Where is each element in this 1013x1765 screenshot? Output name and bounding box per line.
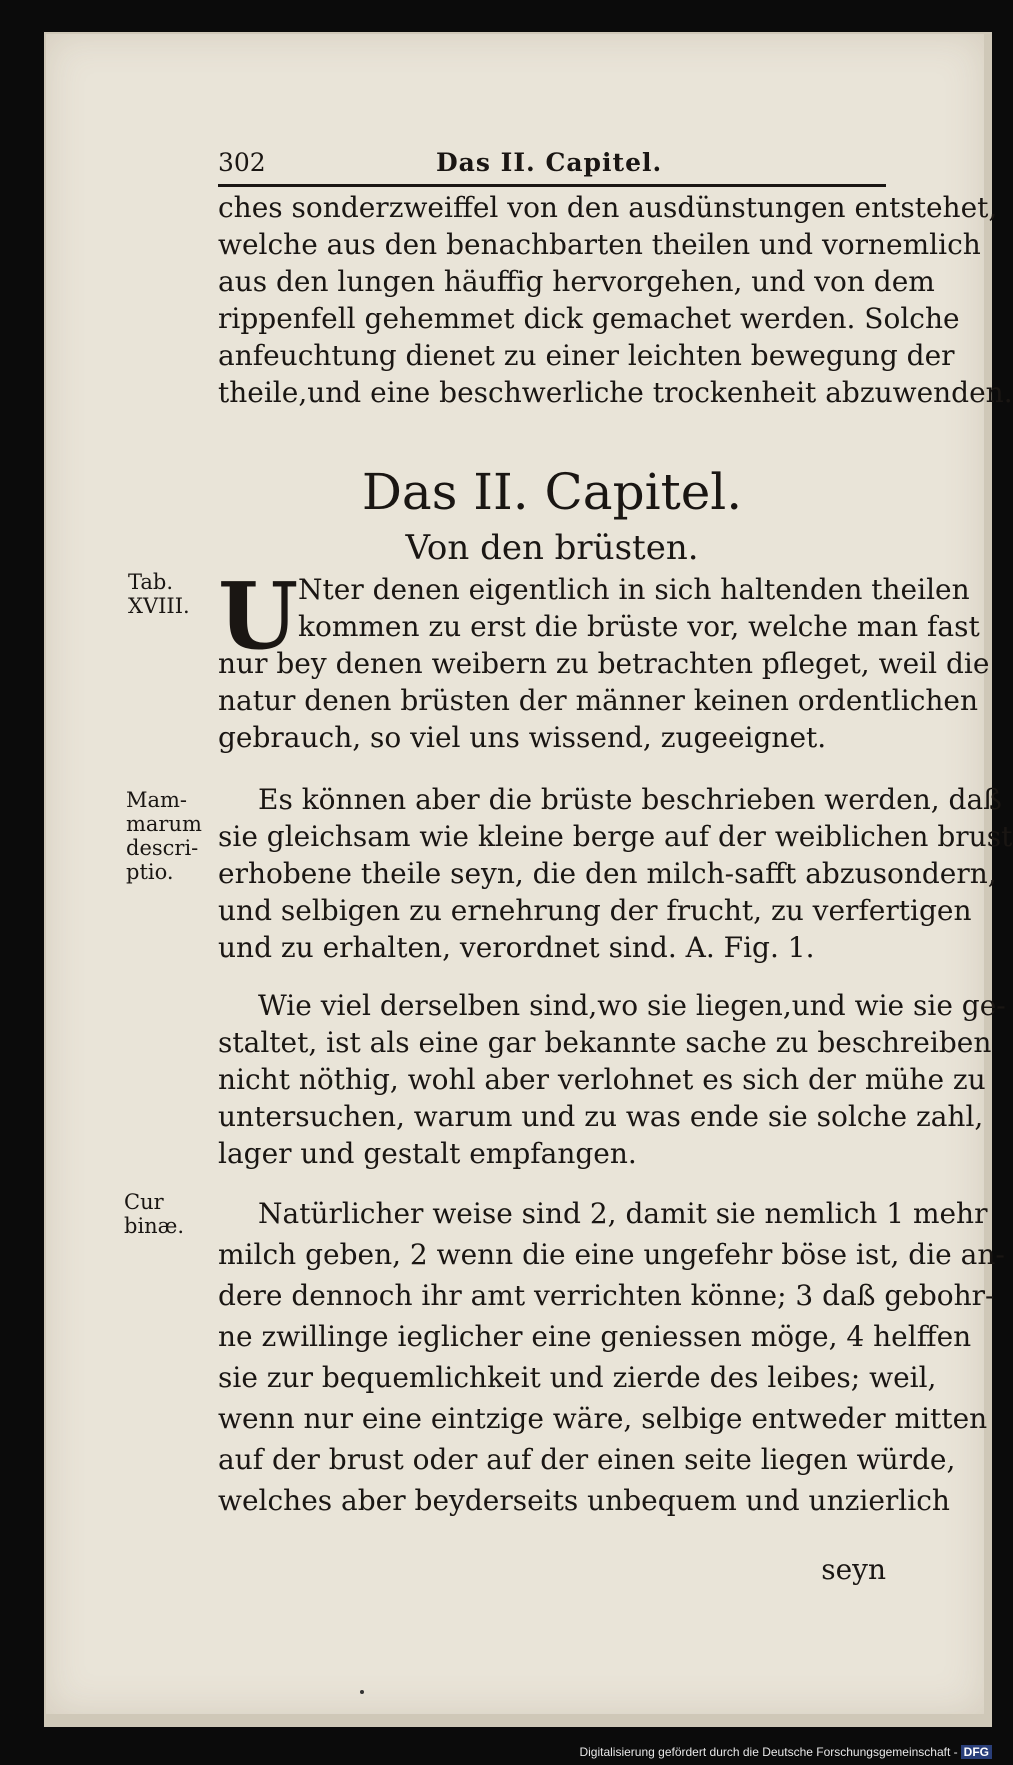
page-number: 302	[218, 148, 266, 177]
chapter-title: Das II. Capitel.	[361, 463, 743, 521]
text-line: nur bey denen weibern zu betrachten pfleget, weil die	[218, 647, 990, 680]
text-line: welches aber beyderseits unbequem und unzierlich	[218, 1484, 950, 1517]
margin-note-tab	[128, 570, 218, 618]
page-speck	[360, 1690, 364, 1694]
margin-note-mammarum	[126, 788, 216, 884]
text-line: Natürlicher weise sind 2, damit sie nemlich 1 mehr	[258, 1197, 988, 1230]
running-title: Das II. Capitel.	[436, 148, 663, 177]
text-line: anfeuchtung dienet zu einer leichten bewegung der	[218, 339, 955, 372]
text-line: ches sonderzweiffel von den ausdünstungen entstehet,	[218, 191, 998, 224]
text-line: erhobene theile seyn, die den milch-safft abzusondern,	[218, 857, 997, 890]
text-line: rippenfell gehemmet dick gemachet werden. Solche	[218, 302, 960, 335]
text-line: dere dennoch ihr amt verrichten könne; 3 daß gebohr-	[218, 1279, 995, 1312]
margin-note-line: binæ.	[124, 1214, 185, 1238]
text-line: staltet, ist als eine gar bekannte sache zu beschreiben	[218, 1026, 992, 1059]
margin-note-line: Mam-	[126, 788, 188, 812]
text-line: ne zwillinge ieglicher eine geniessen möge, 4 helffen	[218, 1320, 972, 1353]
margin-note-line: marum	[126, 812, 202, 836]
text-line: und zu erhalten, verordnet sind. A. Fig. 1.	[218, 931, 815, 964]
text-line: untersuchen, warum und zu was ende sie solche zahl,	[218, 1100, 984, 1133]
text-line: nicht nöthig, wohl aber verlohnet es sich der mühe zu	[218, 1063, 986, 1096]
margin-note-line: descri-	[126, 836, 199, 860]
text-line: kommen zu erst die brüste vor, welche man fast	[298, 610, 980, 643]
text-line: Nter denen eigentlich in sich haltenden theilen	[298, 573, 970, 606]
drop-capital: U	[218, 562, 299, 670]
dfg-logo: DFG	[961, 1745, 992, 1759]
margin-note-line: Cur	[124, 1190, 164, 1214]
text-line: wenn nur eine eintzige wäre, selbige entweder mitten	[218, 1402, 988, 1435]
text-line: Es können aber die brüste beschrieben werden, daß	[258, 783, 1002, 816]
footer-text: Digitalisierung gefördert durch die Deutsche Forschungsgemeinschaft -	[579, 1745, 958, 1759]
margin-note-line: ptio.	[126, 860, 174, 884]
text-line: sie zur bequemlichkeit und zierde des leibes; weil,	[218, 1361, 937, 1394]
text-line: natur denen brüsten der männer keinen ordentlichen	[218, 684, 979, 717]
text-line: und selbigen zu ernehrung der frucht, zu verfertigen	[218, 894, 972, 927]
text-line: aus den lungen häuffig hervorgehen, und von dem	[218, 265, 935, 298]
text-line: sie gleichsam wie kleine berge auf der weiblichen brust	[218, 820, 1013, 853]
margin-note-line: Tab.	[128, 570, 174, 594]
catchword: seyn	[821, 1553, 886, 1586]
text-line: welche aus den benachbarten theilen und vornemlich	[218, 228, 981, 261]
margin-note-line: XVIII.	[128, 594, 190, 618]
margin-note-cur	[124, 1190, 214, 1238]
digitization-footer	[579, 1745, 992, 1759]
chapter-subtitle: Von den brüsten.	[405, 528, 699, 568]
text-line: Wie viel derselben sind,wo sie liegen,und wie sie ge-	[258, 989, 1006, 1022]
text-line: gebrauch, so viel uns wissend, zugeeignet.	[218, 721, 827, 754]
text-line: theile,und eine beschwerliche trockenheit abzuwenden.	[218, 376, 1013, 409]
text-line: lager und gestalt empfangen.	[218, 1137, 637, 1170]
text-line: milch geben, 2 wenn die eine ungefehr böse ist, die an-	[218, 1238, 1005, 1271]
text-line: auf der brust oder auf der einen seite liegen würde,	[218, 1443, 956, 1476]
